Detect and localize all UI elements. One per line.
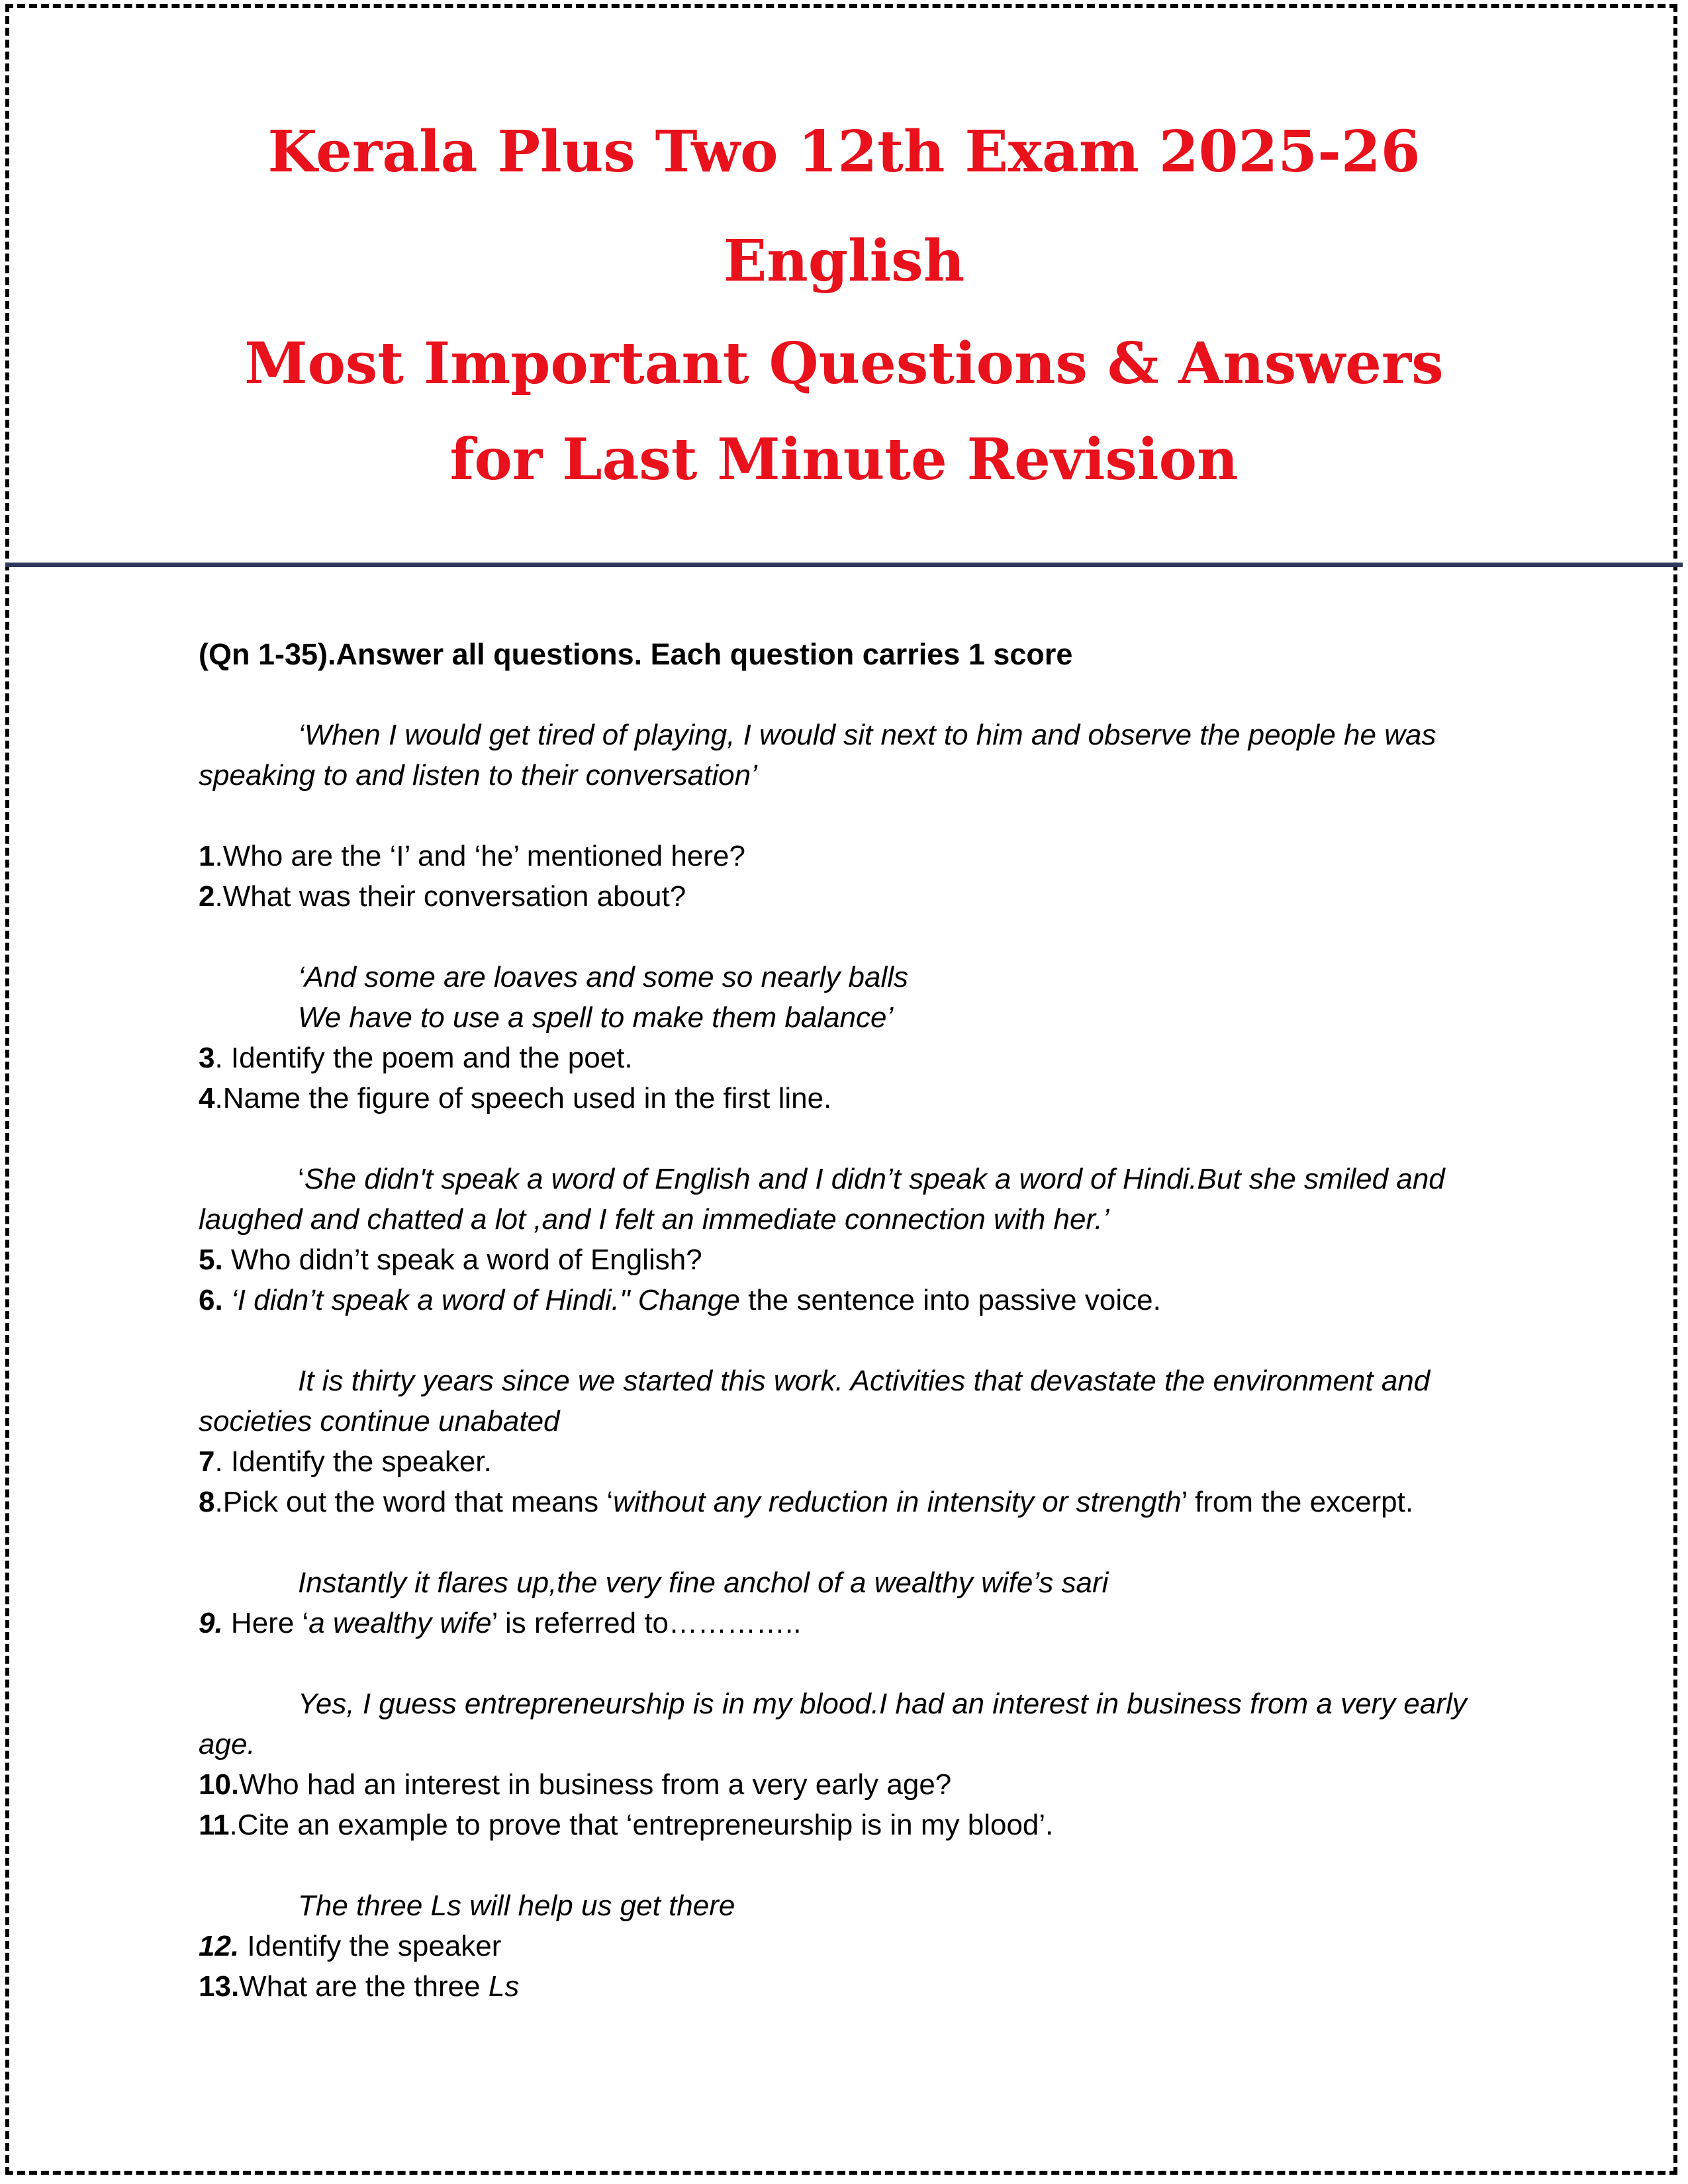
question-item	[199, 1038, 1523, 1078]
question-number: 1	[199, 840, 215, 872]
question-text: .What was their conversation about?	[214, 880, 686, 913]
passage-open-quote: ‘	[298, 1163, 305, 1195]
question-phrase: a wealthy wife	[308, 1607, 492, 1639]
question-item	[199, 1441, 1523, 1482]
question-phrase: without any reduction in intensity or strength	[613, 1486, 1182, 1518]
question-item	[199, 876, 1523, 917]
passage-line: We have to use a spell to make them balance’	[298, 1001, 894, 1034]
question-text: Here ‘	[222, 1607, 309, 1639]
question-text: .Cite an example to prove that ‘entrepreneurship is in my blood’.	[229, 1809, 1054, 1841]
passage-line: ‘And some are loaves and some so nearly balls	[298, 961, 909, 993]
question-number: 11	[199, 1809, 230, 1841]
title-line-heading: Most Important Questions & Answers	[244, 330, 1444, 397]
question-item	[199, 1926, 1523, 1966]
passage-text: It is thirty years since we started this work. Activities that devastate the environment and societies continue unabated	[199, 1365, 1430, 1437]
question-text: . Identify the poem and the poet.	[214, 1042, 633, 1074]
question-content	[199, 634, 1523, 2007]
question-item	[199, 1966, 1523, 2007]
question-text: .Pick out the word that means ‘	[214, 1486, 614, 1518]
question-item	[199, 1805, 1523, 1845]
question-number: 4	[199, 1082, 215, 1115]
question-text: .Who are the ‘I’ and ‘he’ mentioned here?	[214, 840, 745, 872]
question-item	[199, 1482, 1523, 1522]
question-number: 2	[199, 880, 215, 913]
question-item	[199, 1764, 1523, 1805]
passage-text: The three Ls will help us get there	[298, 1889, 735, 1922]
passage-text: Yes, I guess entrepreneurship is in my blood.I had an interest in business from a very early age.	[199, 1688, 1467, 1760]
question-text: Identify the speaker	[239, 1930, 502, 1962]
question-item	[199, 836, 1523, 876]
title-header	[0, 0, 1688, 566]
question-number: 3	[199, 1042, 215, 1074]
question-number: 8	[199, 1486, 215, 1518]
question-text: the sentence into passive voice.	[739, 1284, 1161, 1316]
passage-text: Instantly it flares up,the very fine anchol of a wealthy wife’s sari	[298, 1567, 1109, 1599]
question-text: Who had an interest in business from a very early age?	[239, 1768, 952, 1801]
question-number: 9.	[199, 1607, 223, 1639]
question-number: 7	[199, 1445, 215, 1478]
header-divider	[5, 563, 1683, 567]
question-quote: ‘I didn’t speak a word of Hindi." Change	[222, 1284, 740, 1316]
question-text: . Identify the speaker.	[214, 1445, 492, 1478]
question-number: 13.	[199, 1970, 240, 2003]
question-item	[199, 1240, 1523, 1280]
passage-text: ‘When I would get tired of playing, I would sit next to him and observe the people he was speaking to and listen to their conversation’	[199, 719, 1436, 792]
question-number: 5.	[199, 1244, 223, 1276]
question-number: 10.	[199, 1768, 240, 1801]
question-number: 12.	[199, 1930, 240, 1962]
passage-body: She didn't speak a word of English and I didn’t speak a word of Hindi.But she smiled and laughed and chatted a lot ,and I felt an immediate connection with her.’	[199, 1163, 1445, 1236]
question-text: Who didn’t speak a word of English?	[222, 1244, 702, 1276]
section-instructions: (Qn 1-35).Answer all questions. Each question carries 1 score	[199, 637, 1073, 671]
passage-text	[199, 1159, 1523, 1240]
question-number: 6.	[199, 1284, 223, 1316]
question-text: .Name the figure of speech used in the first line.	[214, 1082, 832, 1115]
question-item	[199, 1078, 1523, 1118]
title-line-exam: Kerala Plus Two 12th Exam 2025-26	[267, 118, 1421, 185]
title-line-subheading: for Last Minute Revision	[449, 426, 1239, 493]
question-text: What are the three	[239, 1970, 489, 2003]
question-phrase: Ls	[488, 1970, 520, 2003]
question-text-end: ’ from the excerpt.	[1181, 1486, 1414, 1518]
question-item	[199, 1280, 1523, 1320]
question-text-end: ’ is referred to…………..	[491, 1607, 802, 1639]
title-line-subject: English	[723, 228, 965, 295]
question-item	[199, 1603, 1523, 1643]
